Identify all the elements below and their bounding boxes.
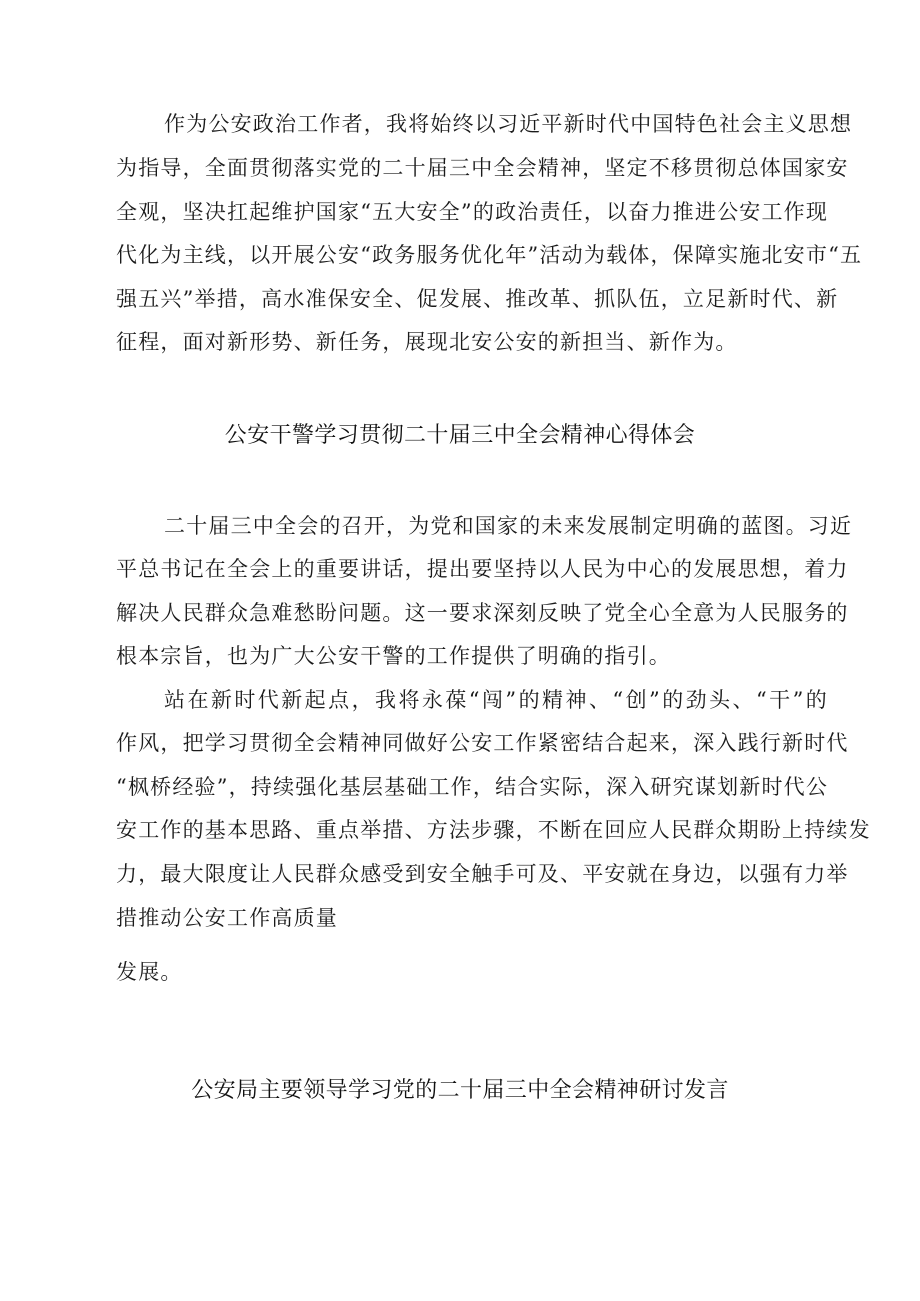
paragraph-line: 代化为主线，以开展公安“政务服务优化年”活动为载体，保障实施北安市“五: [116, 243, 863, 267]
paragraph-line: 根本宗旨，也为广大公安干警的工作提供了明确的指引。: [116, 644, 671, 668]
paragraph-line: 为指导，全面贯彻落实党的二十届三中全会精神，坚定不移贯彻总体国家安: [116, 156, 849, 180]
paragraph-line: 安工作的基本思路、重点举措、方法步骤，不断在回应人民群众期盼上持续发: [116, 818, 871, 842]
paragraph-line: 二十届三中全会的召开，为党和国家的未来发展制定明确的蓝图。习近: [164, 514, 853, 538]
paragraph-line: 措推动公安工作高质量: [116, 906, 338, 930]
paragraph-line: “枫桥经验”，持续强化基层基础工作，结合实际，深入研究谋划新时代公: [116, 775, 829, 799]
paragraph-line: 作风，把学习贯彻全会精神同做好公安工作紧密结合起来，深入践行新时代: [116, 731, 849, 755]
paragraph-line: 全观，坚决扛起维护国家“五大安全”的政治责任，以奋力推进公安工作现: [116, 200, 829, 224]
section-heading: 公安局主要领导学习党的二十届三中全会精神研讨发言: [191, 1078, 729, 1103]
paragraph-line: 作为公安政治工作者，我将始终以习近平新时代中国特色社会主义思想: [164, 112, 853, 136]
paragraph-line: 解决人民群众急难愁盼问题。这一要求深刻反映了党全心全意为人民服务的: [116, 601, 849, 625]
paragraph-line: 发展。: [116, 960, 183, 984]
paragraph-line: 力，最大限度让人民群众感受到安全触手可及、平安就在身边，以强有力举: [116, 862, 849, 886]
paragraph-line: 平总书记在全会上的重要讲话，提出要坚持以人民为中心的发展思想，着力: [116, 557, 849, 581]
paragraph-line: 征程，面对新形势、新任务，展现北安公安的新担当、新作为。: [116, 330, 738, 354]
section-heading: 公安干警学习贯彻二十届三中全会精神心得体会: [224, 423, 696, 448]
paragraph-line: 站在新时代新起点，我将永葆“闯”的精神、“创”的劲头、“干”的: [164, 688, 828, 712]
paragraph-line: 强五兴”举措，高水准保安全、促发展、推改革、抓队伍，立足新时代、新: [116, 287, 839, 311]
